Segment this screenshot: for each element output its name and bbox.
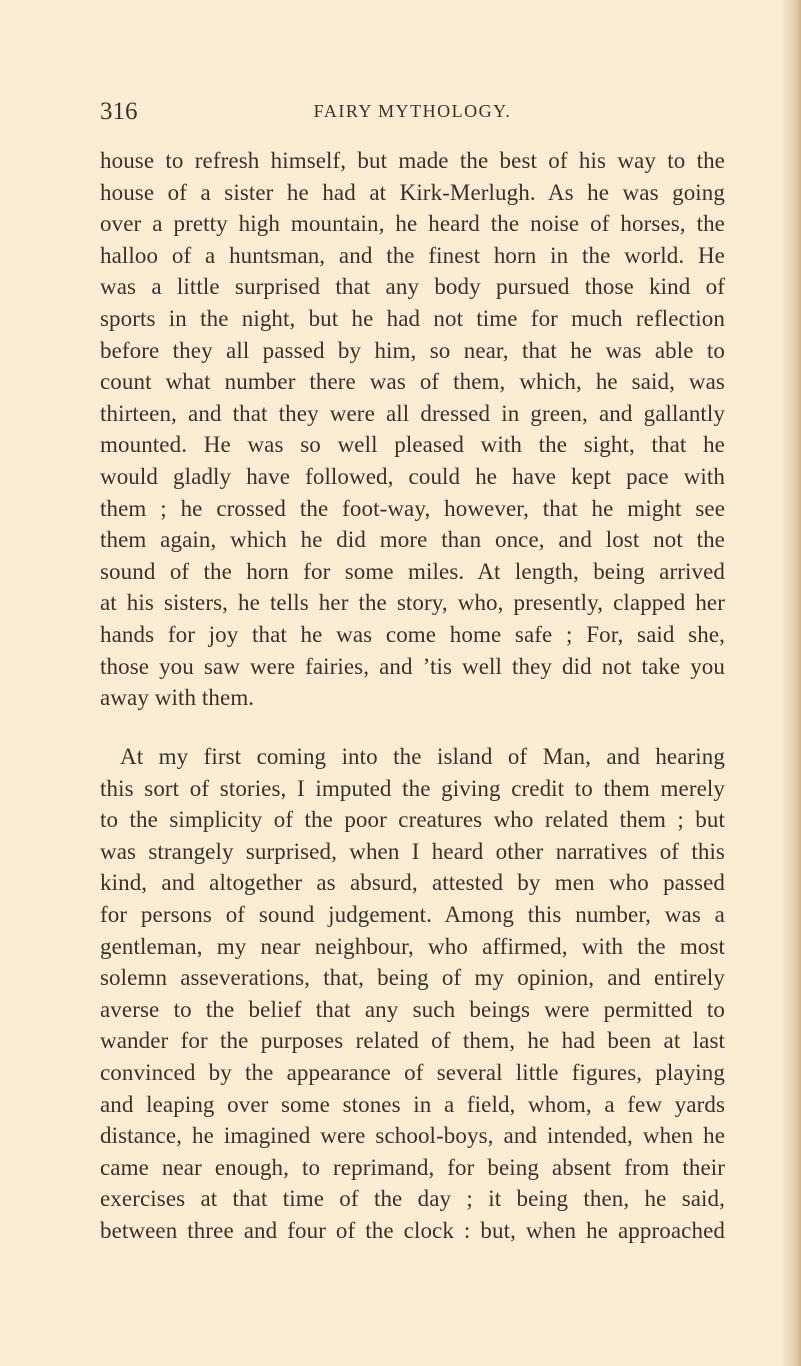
- text-line: distance, he imagined were school-boys, and intended, when he: [100, 1123, 725, 1149]
- text-line: wander for the purposes related of them, he had been at last: [100, 1028, 725, 1054]
- text-line: thirteen, and that they were all dressed in green, and gallantly: [100, 400, 725, 426]
- text-line: and leaping over some stones in a field, whom, a few yards: [100, 1091, 725, 1117]
- text-line: sports in the night, but he had not time for much reflection: [100, 305, 725, 331]
- text-line: came near enough, to reprimand, for being absent from their: [100, 1154, 725, 1180]
- text-line: house of a sister he had at Kirk-Merlugh. As he was going: [100, 179, 725, 205]
- text-line: hands for joy that he was come home safe ; For, said she,: [100, 621, 725, 647]
- text-line: convinced by the appearance of several little figures, playing: [100, 1059, 725, 1085]
- text-line: between three and four of the clock : but, when he approached: [100, 1217, 725, 1243]
- page-number: 316: [100, 98, 138, 125]
- text-line: At my first coming into the island of Man, and hearing: [120, 744, 725, 769]
- text-line: at his sisters, he tells her the story, who, presently, clapped her: [100, 590, 725, 616]
- text-line: to the simplicity of the poor creatures who related them ; but: [100, 807, 725, 833]
- text-line: kind, and altogether as absurd, attested by men who passed: [100, 870, 725, 896]
- running-head: [100, 98, 725, 126]
- text-line: averse to the belief that any such beings were permitted to: [100, 996, 725, 1022]
- text-line: house to refresh himself, but made the best of his way to the: [100, 148, 725, 173]
- text-line: those you saw were fairies, and ’tis well they did not take you: [100, 653, 725, 679]
- text-line: before they all passed by him, so near, that he was able to: [100, 337, 725, 363]
- text-line: them ; he crossed the foot-way, however, that he might see: [100, 495, 725, 521]
- text-line: mounted. He was so well pleased with the sight, that he: [100, 432, 725, 458]
- paragraph: [100, 145, 725, 714]
- text-line: them again, which he did more than once, and lost not the: [100, 527, 725, 553]
- text-line: away with them.: [100, 685, 255, 711]
- text-line: exercises at that time of the day ; it being then, he said,: [100, 1186, 725, 1212]
- text-line: count what number there was of them, which, he said, was: [100, 369, 725, 395]
- paragraph: [100, 741, 725, 1247]
- text-line: this sort of stories, I imputed the giving credit to them merely: [100, 775, 725, 801]
- text-line: over a pretty high mountain, he heard the noise of horses, the: [100, 211, 725, 237]
- text-line: for persons of sound judgement. Among this number, was a: [100, 901, 725, 927]
- text-line: solemn asseverations, that, being of my opinion, and entirely: [100, 965, 725, 991]
- text-line: gentleman, my near neighbour, who affirmed, with the most: [100, 933, 725, 959]
- text-line: would gladly have followed, could he have kept pace with: [100, 463, 725, 489]
- text-line: sound of the horn for some miles. At length, being arrived: [100, 558, 725, 584]
- text-line: was a little surprised that any body pursued those kind of: [100, 274, 725, 300]
- text-line: halloo of a huntsman, and the finest horn in the world. He: [100, 242, 725, 268]
- running-title: FAIRY MYTHOLOGY.: [313, 101, 512, 121]
- text-line: was strangely surprised, when I heard other narratives of this: [100, 838, 725, 864]
